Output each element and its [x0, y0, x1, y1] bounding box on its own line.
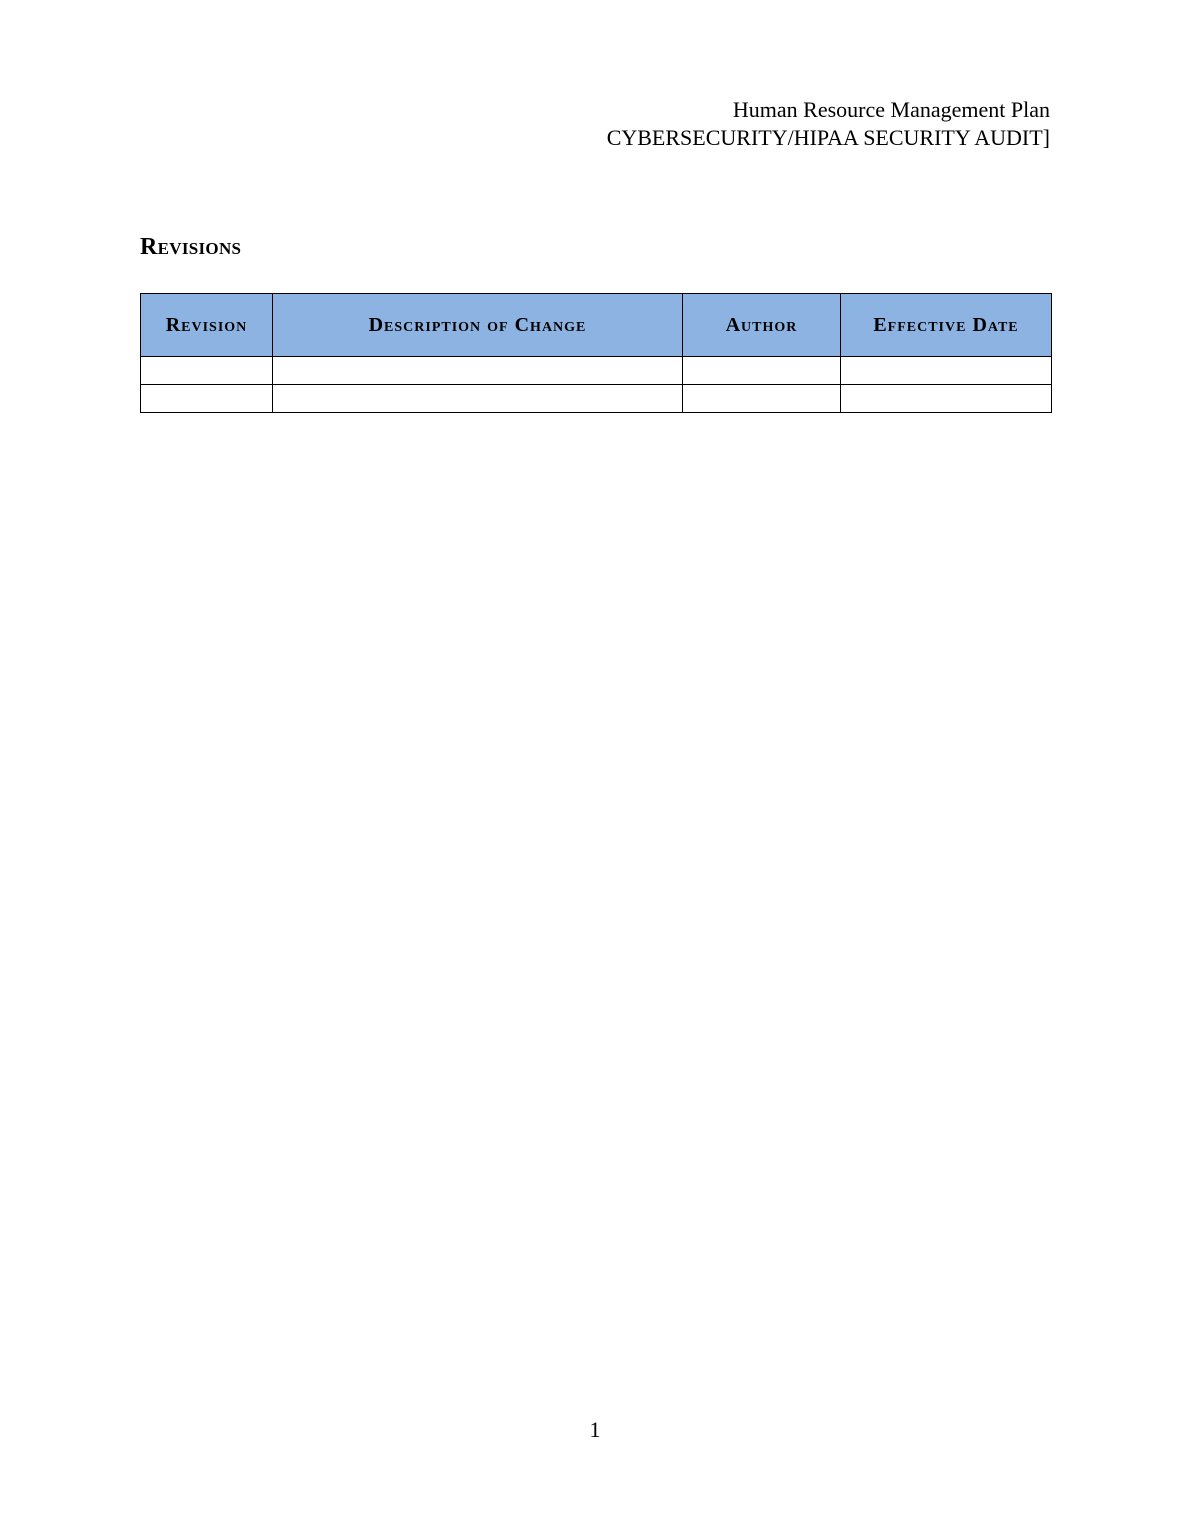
table-row: [141, 385, 1052, 413]
page-header: [607, 96, 1050, 152]
header-title: Human Resource Management Plan: [732, 97, 1050, 122]
column-header-description: Description of Change: [273, 294, 683, 357]
header-subtitle: CYBERSECURITY/HIPAA SECURITY AUDIT]: [606, 125, 1050, 150]
table-cell[interactable]: [141, 385, 273, 413]
table-cell[interactable]: [683, 357, 841, 385]
revisions-heading: Revisions: [140, 234, 242, 260]
column-header-effective-date: Effective Date: [841, 294, 1052, 357]
table-cell[interactable]: [273, 357, 683, 385]
table-row: [141, 357, 1052, 385]
page-number: 1: [589, 1417, 601, 1442]
table-cell[interactable]: [841, 357, 1052, 385]
table-cell[interactable]: [141, 357, 273, 385]
column-header-author: Author: [683, 294, 841, 357]
revisions-table: [140, 293, 1052, 413]
table-header-row: [141, 294, 1052, 357]
table-cell[interactable]: [683, 385, 841, 413]
column-header-revision: Revision: [141, 294, 273, 357]
table-cell[interactable]: [273, 385, 683, 413]
table-cell[interactable]: [841, 385, 1052, 413]
